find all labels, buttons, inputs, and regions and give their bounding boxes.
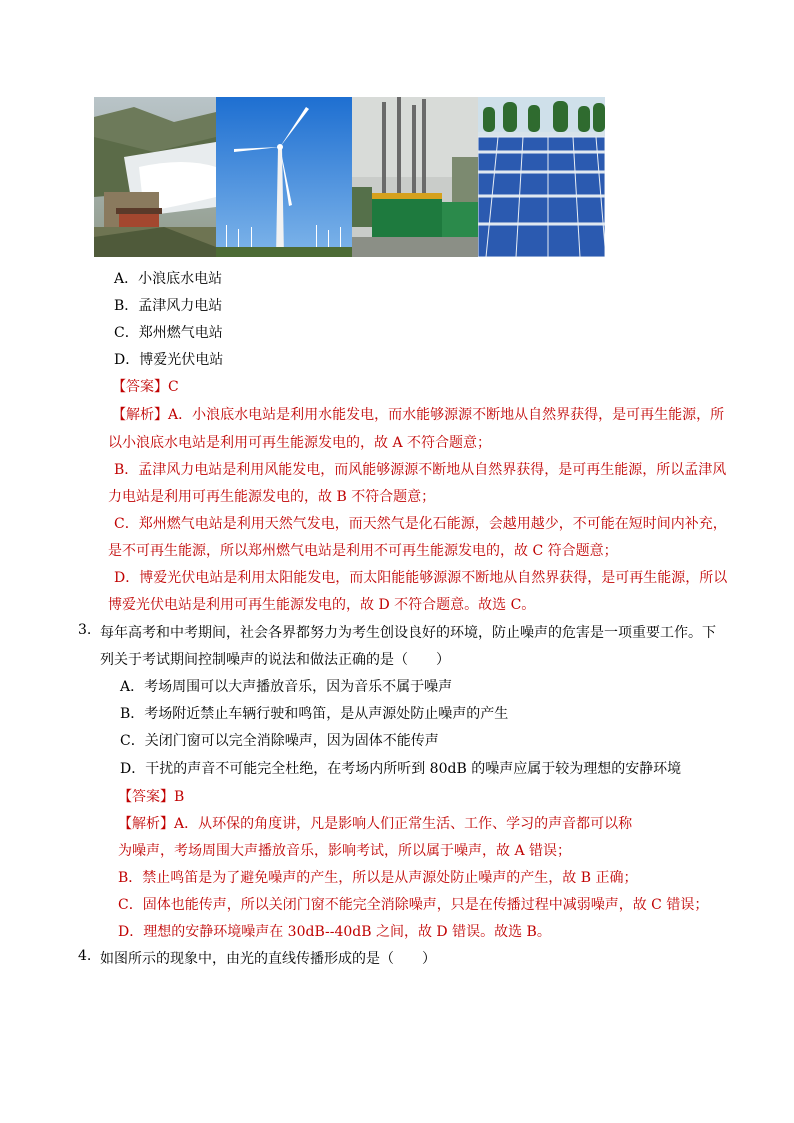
answer-tag: 【答案】	[112, 379, 168, 395]
analysis-tag: 【解析】	[118, 816, 174, 832]
answer-value: B	[174, 789, 185, 805]
q3-option-a: A．考场周围可以大声播放音乐，因为音乐不属于噪声	[120, 679, 453, 695]
q3-stem-line-2: 列关于考试期间控制噪声的说法和做法正确的是（ ）	[100, 652, 450, 668]
q2-analysis-line-2: 以小浪底水电站是利用可再生能源发电的，故 A 不符合题意；	[108, 435, 492, 451]
answer-value: C	[168, 379, 179, 395]
q3-analysis-line-3: B．禁止鸣笛是为了避免噪声的产生，所以是从声源处防止噪声的产生，故 B 正确；	[118, 870, 638, 886]
q2-option-a: A．小浪底水电站	[114, 271, 223, 287]
q3-option-d: D．干扰的声音不可能完全杜绝，在考场内所听到 80dB 的噪声应属于较为理想的安静环境	[120, 761, 682, 777]
q3-option-b: B．考场附近禁止车辆行驶和鸣笛，是从声源处防止噪声的产生	[120, 706, 509, 722]
q2-option-c: C．郑州燃气电站	[114, 325, 223, 341]
q3-analysis-line-5: D．理想的安静环境噪声在 30dB--40dB 之间，故 D 错误。故选 B。	[118, 924, 551, 940]
q3-analysis-line-1	[118, 813, 632, 833]
q4-stem: 如图所示的现象中，由光的直线传播形成的是（ ）	[100, 951, 436, 967]
q2-analysis-line-1	[112, 404, 724, 424]
q2-option-d: D．博爱光伏电站	[114, 352, 224, 368]
wind-turbine-photo	[216, 97, 352, 257]
q3-answer	[118, 786, 184, 806]
q3-number: 3.	[78, 622, 92, 638]
q2-analysis-line-7: D．博爱光伏电站是利用太阳能发电，而太阳能能够源源不断地从自然界获得，是可再生能源，所以	[114, 570, 728, 586]
q3-stem-line-1: 每年高考和中考期间，社会各界都努力为考生创设良好的环境，防止噪声的危害是一项重要工作。下	[100, 625, 716, 641]
analysis-text: A．从环保的角度讲，凡是影响人们正常生活、工作、学习的声音都可以称	[174, 816, 633, 832]
q3-option-c: C．关闭门窗可以完全消除噪声，因为固体不能传声	[120, 733, 439, 749]
analysis-text: A．小浪底水电站是利用水能发电，而水能够源源不断地从自然界获得，是可再生能源，所	[168, 407, 725, 423]
hydropower-dam-photo	[94, 97, 216, 257]
solar-panel-photo	[478, 97, 605, 257]
q2-analysis-line-4: 力电站是利用可再生能源发电的，故 B 不符合题意；	[108, 489, 436, 505]
q4-number: 4.	[78, 948, 92, 964]
q2-analysis-line-6: 是不可再生能源，所以郑州燃气电站是利用不可再生能源发电的，故 C 符合题意；	[108, 543, 618, 559]
q2-analysis-line-5: C．郑州燃气电站是利用天然气发电，而天然气是化石能源，会越用越少，不可能在短时间内补充，	[114, 516, 727, 532]
q3-analysis-line-2: 为噪声，考场周围大声播放音乐，影响考试，所以属于噪声，故 A 错误；	[118, 843, 572, 859]
q2-option-b: B．孟津风力电站	[114, 298, 223, 314]
q2-analysis-line-8: 博爱光伏电站是利用可再生能源发电的，故 D 不符合题意。故选 C。	[108, 597, 536, 613]
analysis-tag: 【解析】	[112, 407, 168, 423]
q2-analysis-line-3: B．孟津风力电站是利用风能发电，而风能够源源不断地从自然界获得，是可再生能源，所以孟津风	[114, 462, 727, 478]
q3-analysis-line-4: C．固体也能传声，所以关闭门窗不能完全消除噪声，只是在传播过程中减弱噪声，故 C 错误；	[118, 897, 709, 913]
answer-tag: 【答案】	[118, 789, 174, 805]
gas-power-station-photo	[352, 97, 478, 257]
q2-answer	[112, 376, 179, 396]
